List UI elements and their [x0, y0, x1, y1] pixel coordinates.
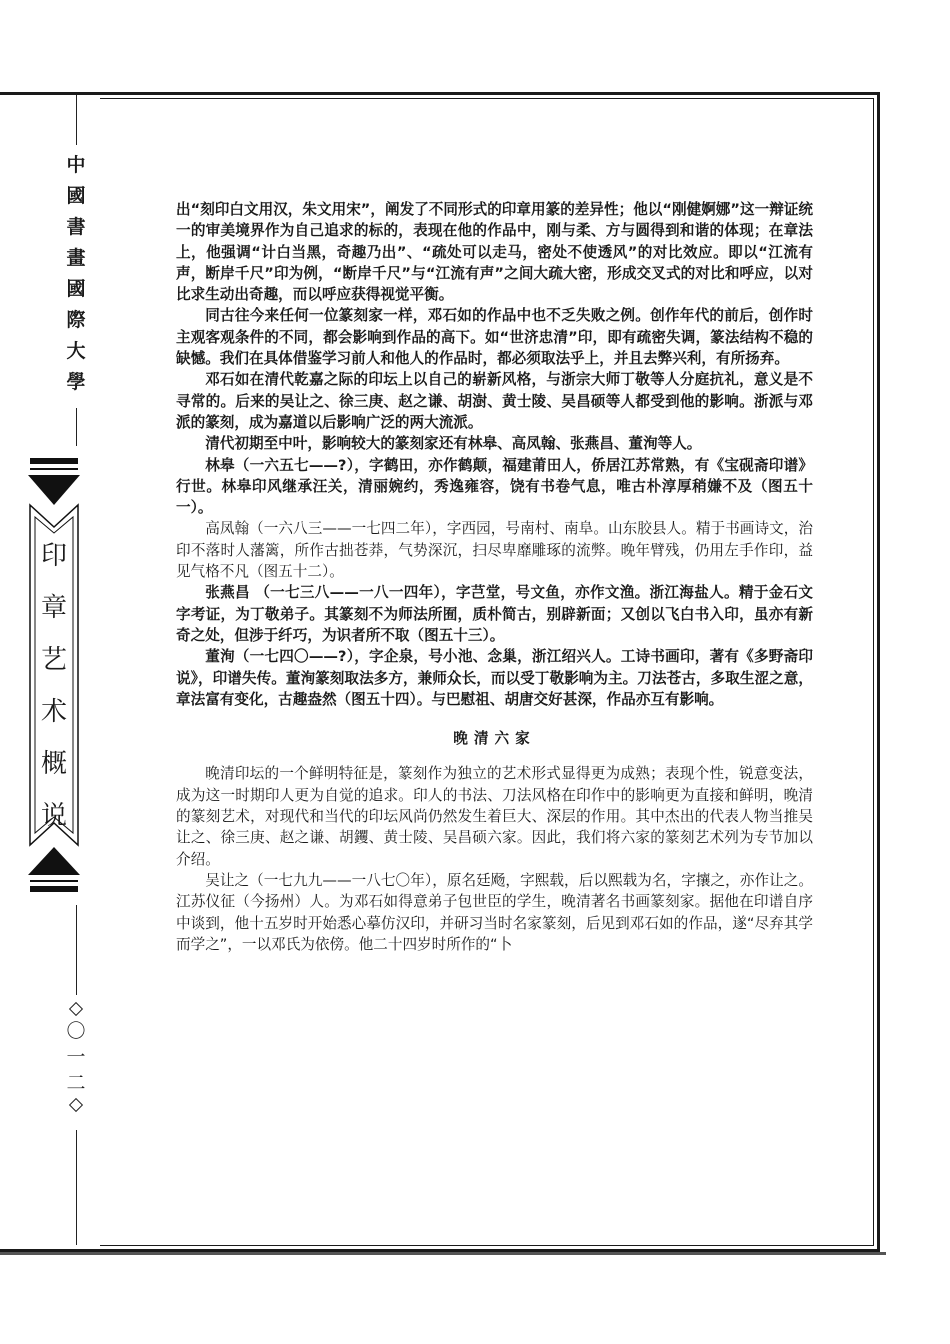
sidebar-rule-top — [76, 95, 77, 145]
paragraph: 吴让之（一七九九——一八七〇年），原名廷飏，字熙载，后以熙载为名，字攘之，亦作让之。江苏仪征（今扬州）人。为邓石如得意弟子包世臣的学生，晚清著名书画篆刻家。据他在印谱自序中谈到，他十五岁时开始悉心摹仿汉印，并研习当时名家篆刻，后见到邓石如的作品，遂“尽弃其学而学之”，一以邓氏为依傍。他二十四岁时所作的“卜 — [176, 871, 813, 953]
body-text — [176, 199, 813, 955]
sidebar-bar-top-thick — [30, 458, 78, 464]
paragraph: 邓石如在清代乾嘉之际的印坛上以自己的崭新风格，与浙宗大师丁敬等人分庭抗礼，意义是不寻常的。后来的吴让之、徐三庚、赵之谦、胡澍、黄士陵、吴昌硕等人都受到他的影响。浙派与邓派的篆刻，成为嘉道以后影响广泛的两大流派。 — [176, 371, 813, 431]
page-number: 〇 一 二 — [56, 1000, 96, 1114]
paragraph: 晚清印坛的一个鲜明特征是，篆刻作为独立的艺术形式显得更为成熟；表现个性，锐意变法，成为这一时期印人更为自觉的追求。印人的书法、刀法风格在印作中的影响更为直接和鲜明，晚清的篆刻艺术，对现代和当代的印坛风尚仍然发生着巨大、深层的作用。其中杰出的代表人物当推吴让之、徐三庚、赵之谦、胡钁、黄士陵、吴昌硕六家。因此，我们将六家的篆刻艺术列为专节加以介绍。 — [176, 765, 813, 868]
paragraph: 清代初期至中叶，影响较大的篆刻家还有林皋、高凤翰、张燕昌、董洵等人。 — [205, 435, 702, 453]
series-title: 中 國 書 畫 國 際 大 學 — [66, 154, 86, 393]
sidebar-rule-bottom — [76, 1130, 77, 1245]
paragraph: 张燕昌 （一七三八——一八一四年），字芑堂，号文鱼，亦作文渔。浙江海盐人。精于金石文字考证，为丁敬弟子。其篆刻不为师法所囿，质朴简古，别辟新面；又创以飞白书入印，虽亦有新奇之处，但涉于纤巧，为识者所不取（图五十三）。 — [176, 584, 813, 644]
diamond-ornament-icon — [69, 1002, 83, 1016]
book-title: 印 章 艺 术 概 说 — [40, 541, 67, 831]
paragraph: 董洵（一七四〇——?），字企泉，号小池、念巢，浙江绍兴人。工诗书画印，著有《多野斋印说》，印谱失传。董洵篆刻取法多方，兼师众长，而以受丁敬影响为主。刀法苍古，多取生涩之意，章法富有变化，古趣盎然（图五十四）。与巴慰祖、胡唐交好甚深，作品亦互有影响。 — [176, 648, 813, 708]
diamond-ornament-icon — [69, 1098, 83, 1112]
sidebar-bar-bottom-thick — [30, 886, 78, 892]
paragraph: 林皋（一六五七——?），字鹤田，亦作鹤颠，福建莆田人，侨居江苏常熟，有《宝砚斋印谱》行世。林皋印风继承汪关，清丽婉约，秀逸雍容，饶有书卷气息，唯古朴淳厚稍嫌不及（图五十一）。 — [176, 456, 813, 517]
page-frame-shadow — [0, 1252, 886, 1255]
sidebar-rule-mid — [76, 408, 77, 446]
paragraph: 同古往今来任何一位篆刻家一样，邓石如的作品中也不乏失败之例。创作年代的前后，创作时主观客观条件的不同，都会影响到作品的高下。如“世济忠清”印，即有疏密失调，篆法结构不稳的缺憾。我们在具体借鉴学习前人和他人的作品时，都必须取法乎上，并且去弊兴利，有所扬弃。 — [176, 307, 813, 368]
paragraph: 高凤翰（一六八三——一七四二年），字西园，号南村、南阜。山东胶县人。精于书画诗文，治印不落时人藩篱，所作古拙苍莽，气势深沉，扫尽卑靡雕琢的流弊。晚年臂残，仍用左手作印，益见气格不凡（图五十二）。 — [176, 520, 813, 581]
section-heading: 晚清六家 — [453, 730, 536, 748]
sidebar-bar-top-thin — [30, 468, 78, 470]
sidebar-rule-lower — [76, 905, 77, 995]
paragraph: 出“刻印白文用汉，朱文用宋”，阐发了不同形式的印章用篆的差异性；他以“刚健婀娜”这一辩证统一的审美境界作为自己追求的标的，表现在他的作品中，刚与柔、方与圆得到和谐的体现；在章法上，他强调“计白当黑，奇趣乃出”、“疏处可以走马，密处不使透风”的对比效应。即以“江流有声，断岸千尺”印为例，“断岸千尺”与“江流有声”之间大疏大密，形成交叉式的对比和呼应，以对比求生动出奇趣，而以呼应获得视觉平衡。 — [176, 201, 813, 304]
sidebar-bar-bottom-thin — [30, 880, 78, 882]
